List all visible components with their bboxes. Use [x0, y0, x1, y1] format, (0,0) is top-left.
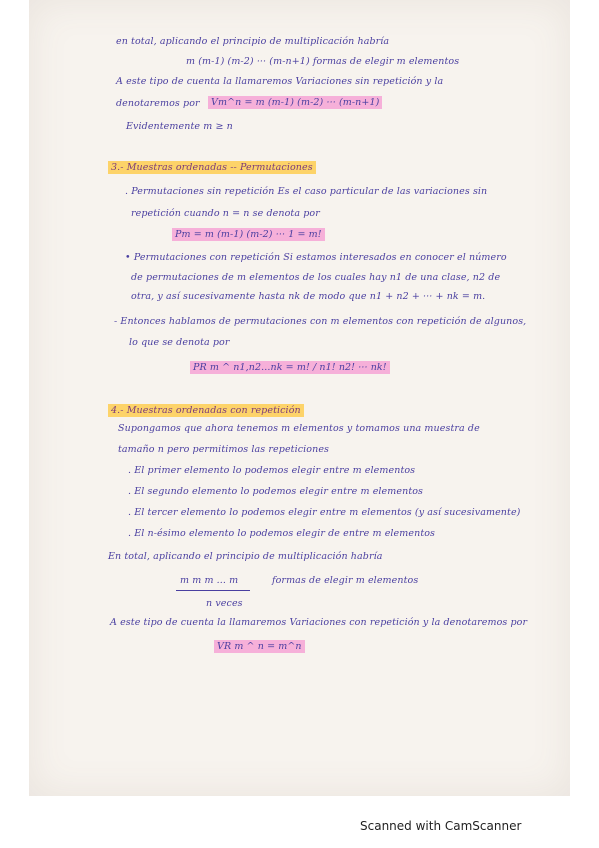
scanned-page — [29, 0, 570, 796]
note-line: tamaño n pero permitimos las repeticiones — [118, 444, 330, 455]
note-line: En total, aplicando el principio de multiplicación habría — [108, 551, 383, 562]
note-line: . El primer elemento lo podemos elegir entre m elementos — [128, 465, 416, 476]
note-line: . El tercer elemento lo podemos elegir entre m elementos (y así sucesivamente) — [128, 507, 521, 518]
formula-variations-highlight: Vm^n = m (m-1) (m-2) ··· (m-n+1) — [208, 96, 382, 109]
formula-variations-repetition-highlight: VR m ^ n = m^n — [214, 640, 305, 653]
note-line: A este tipo de cuenta la llamaremos Variaciones con repetición y la denotaremos por — [110, 617, 528, 628]
note-line: de permutaciones de m elementos de los cuales hay n1 de una clase, n2 de — [131, 272, 501, 283]
note-line: - Entonces hablamos de permutaciones con m elementos con repetición de algunos, — [114, 316, 527, 327]
note-line: Evidentemente m ≥ n — [126, 121, 233, 132]
brace-underline — [176, 590, 250, 591]
note-line: m m m ... m — [180, 575, 239, 586]
formula-permutations-highlight: Pm = m (m-1) (m-2) ··· 1 = m! — [172, 228, 325, 241]
camscanner-watermark: Scanned with CamScanner — [360, 819, 522, 833]
formula-permutations-repetition-highlight: PR m ^ n1,n2...nk = m! / n1! n2! ··· nk! — [190, 361, 390, 374]
note-line: n veces — [206, 598, 243, 609]
note-line: . El n-ésimo elemento lo podemos elegir de entre m elementos — [128, 528, 436, 539]
note-line: formas de elegir m elementos — [272, 575, 419, 586]
note-line: . Permutaciones sin repetición Es el caso particular de las variaciones sin — [125, 186, 488, 197]
note-line: en total, aplicando el principio de multiplicación habría — [116, 36, 390, 47]
note-line: m (m-1) (m-2) ··· (m-n+1) formas de elegir m elementos — [186, 56, 460, 67]
note-line: A este tipo de cuenta la llamaremos Variaciones sin repetición y la — [116, 76, 444, 87]
note-line: Supongamos que ahora tenemos m elementos y tomamos una muestra de — [118, 423, 480, 434]
note-line: denotaremos por — [116, 98, 200, 109]
section-heading: 3.- Muestras ordenadas -- Permutaciones — [108, 161, 316, 174]
section-heading: 4.- Muestras ordenadas con repetición — [108, 404, 304, 417]
note-line: • Permutaciones con repetición Si estamos interesados en conocer el número — [125, 252, 507, 263]
note-line: lo que se denota por — [129, 337, 230, 348]
note-line: otra, y así sucesivamente hasta nk de modo que n1 + n2 + ··· + nk = m. — [131, 291, 486, 302]
note-line: repetición cuando n = n se denota por — [131, 208, 320, 219]
note-line: . El segundo elemento lo podemos elegir entre m elementos — [128, 486, 424, 497]
